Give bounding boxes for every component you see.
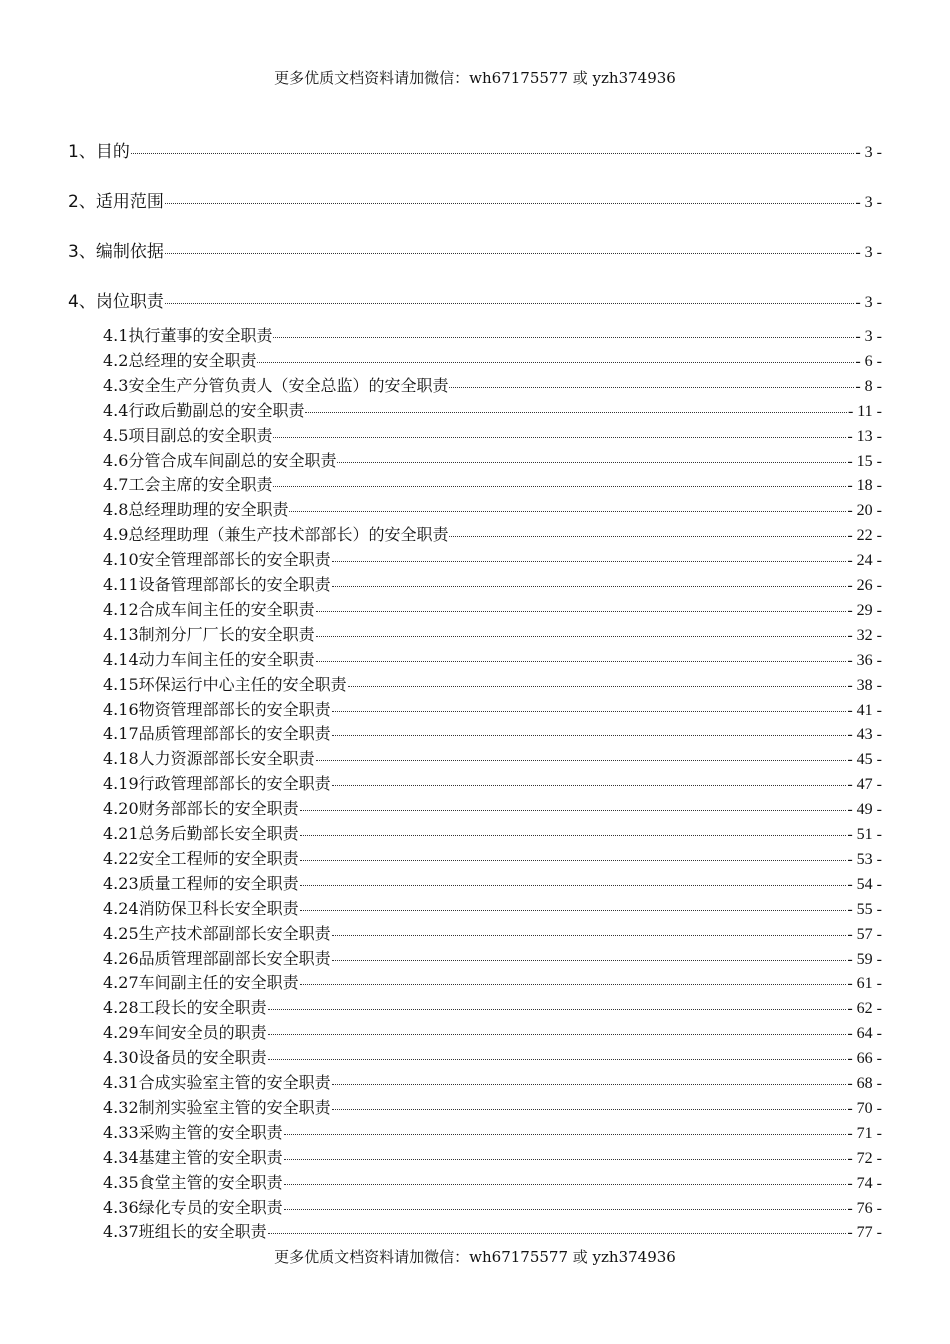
toc-page-number: - 32 -: [847, 626, 882, 644]
toc-page-number: - 49 -: [847, 801, 882, 819]
toc-subentry[interactable]: [103, 1070, 882, 1093]
toc-entry-title: 总经理助理的安全职责: [128, 500, 289, 520]
toc-subentry[interactable]: [103, 846, 882, 869]
toc-entry-title: 消防保卫科长安全职责: [138, 898, 299, 918]
toc-entry-title: 总经理的安全职责: [128, 350, 257, 370]
toc-entry-title: 行政管理部部长的安全职责: [138, 774, 331, 794]
toc-entry-title: 编制依据: [95, 242, 164, 262]
toc-leader-dots: [257, 362, 854, 363]
toc-entry-title: 品质管理部部长的安全职责: [138, 724, 331, 744]
toc-entry-title: 合成实验室主管的安全职责: [138, 1073, 331, 1092]
toc-subentry[interactable]: [103, 672, 882, 695]
toc-leader-dots: [348, 686, 847, 687]
toc-page-number: - 18 -: [847, 477, 882, 495]
toc-leader-dots: [332, 586, 847, 587]
toc-leader-dots: [268, 1009, 847, 1010]
page-header: 更多优质文档资料请加微信：wh67175577 或 yzh374936: [274, 69, 676, 87]
toc-entry-number: 4.33: [103, 1122, 139, 1142]
toc-entry-number: 4.2: [103, 350, 129, 370]
toc-page-number: - 3 -: [855, 244, 882, 261]
toc-page-number: - 61 -: [847, 975, 882, 993]
page-footer: 更多优质文档资料请加微信：wh67175577 或 yzh374936: [274, 1248, 676, 1266]
toc-entry-number: 4.32: [103, 1097, 139, 1117]
toc-subentry[interactable]: [103, 1219, 882, 1242]
toc-leader-dots: [332, 960, 847, 961]
toc-leader-dots: [300, 885, 847, 886]
toc-entry-title: 合成车间主任的安全职责: [138, 599, 315, 619]
toc-entry-number: 4.23: [103, 873, 139, 893]
toc-leader-dots: [300, 984, 847, 985]
toc-entry-title: 设备管理部部长的安全职责: [138, 575, 331, 594]
toc-leader-dots: [300, 835, 847, 836]
toc-page-number: - 20 -: [847, 502, 882, 520]
toc-subentry[interactable]: [103, 522, 882, 545]
toc-entry-title: 工段长的安全职责: [138, 998, 267, 1018]
toc-entry-title: 适用范围: [95, 192, 164, 212]
toc-entry-number: 4.22: [103, 848, 139, 868]
toc-page-number: - 41 -: [847, 701, 882, 719]
toc-leader-dots: [273, 486, 846, 487]
toc-entry-number: 4.36: [103, 1197, 139, 1217]
toc-entry-number: 4.29: [103, 1023, 139, 1043]
toc-leader-dots: [165, 203, 855, 204]
toc-entry-number: 4.11: [103, 575, 139, 594]
toc-entry-number: 4.21: [103, 824, 139, 843]
toc-page-number: - 57 -: [847, 925, 882, 943]
toc-leader-dots: [332, 935, 847, 936]
toc-subentry[interactable]: [103, 896, 882, 919]
toc-entry-number: 4.9: [103, 525, 129, 545]
toc-entry-number: 4.25: [103, 923, 139, 943]
toc-subentry[interactable]: [103, 398, 882, 421]
toc-page-number: - 15 -: [847, 452, 882, 470]
toc-subentry[interactable]: [103, 1195, 882, 1218]
toc-leader-dots: [284, 1134, 847, 1135]
toc-entry-number: 4.31: [103, 1073, 139, 1092]
toc-entry-title: 物资管理部部长的安全职责: [138, 699, 331, 719]
toc-leader-dots: [165, 253, 855, 254]
toc-leader-dots: [316, 661, 847, 662]
toc-entry-number: 4.10: [103, 550, 139, 570]
toc-subentry[interactable]: [103, 1020, 882, 1043]
toc-leader-dots: [332, 711, 847, 712]
toc-page-number: - 51 -: [847, 826, 882, 843]
toc-leader-dots: [332, 1109, 847, 1110]
toc-entry-title: 车间副主任的安全职责: [138, 973, 299, 993]
toc-subentry[interactable]: [103, 721, 882, 744]
toc-page-number: - 38 -: [847, 676, 882, 694]
toc-page-number: - 26 -: [847, 577, 882, 594]
toc-entry-title: 动力车间主任的安全职责: [138, 649, 315, 669]
toc-entry-title: 总经理助理（兼生产技术部部长）的安全职责: [128, 525, 449, 545]
toc-page-number: - 3 -: [855, 144, 882, 161]
toc-entry-title: 品质管理部副部长安全职责: [138, 948, 331, 968]
toc-entry-number: 4.3: [103, 375, 129, 395]
toc-entry-title: 班组长的安全职责: [138, 1222, 267, 1242]
toc-entry-number: 4.8: [103, 500, 129, 520]
toc-entry-number: 4.17: [103, 724, 139, 744]
toc-leader-dots: [273, 337, 854, 338]
toc-entry-title: 岗位职责: [95, 292, 164, 312]
toc-page-number: - 70 -: [847, 1099, 882, 1117]
toc-entry-title: 生产技术部副部长安全职责: [138, 923, 331, 943]
toc-leader-dots: [268, 1059, 847, 1060]
toc-subentry[interactable]: [103, 697, 882, 720]
toc-entry-title: 行政后勤副总的安全职责: [128, 400, 305, 420]
toc-page-number: - 11 -: [847, 402, 882, 420]
toc-leader-dots: [316, 636, 847, 637]
toc-subentry[interactable]: [103, 323, 882, 346]
toc-entry-title: 安全工程师的安全职责: [138, 848, 299, 868]
toc-leader-dots: [284, 1184, 847, 1185]
toc-page-number: - 29 -: [847, 601, 882, 619]
toc-entry-number: 4.5: [103, 425, 129, 445]
toc-entry-title: 基建主管的安全职责: [138, 1147, 283, 1167]
toc-page-number: - 66 -: [847, 1050, 882, 1068]
toc-leader-dots: [131, 153, 855, 154]
toc-page-number: - 59 -: [847, 950, 882, 968]
toc-entry-title: 质量工程师的安全职责: [138, 873, 299, 893]
toc-page-number: - 3 -: [855, 194, 882, 211]
toc-page-number: - 54 -: [847, 875, 882, 893]
toc-entry-number: 4.30: [103, 1048, 139, 1068]
toc-page-number: - 13 -: [847, 427, 882, 445]
toc-page-number: - 64 -: [847, 1025, 882, 1043]
toc-entry-number: 4.34: [103, 1147, 139, 1167]
toc-page-number: - 62 -: [847, 1000, 882, 1018]
toc-page-number: - 22 -: [847, 527, 882, 545]
toc-leader-dots: [449, 387, 854, 388]
toc-heading-entry[interactable]: [68, 187, 882, 212]
toc-leader-dots: [332, 735, 847, 736]
toc-entry-title: 财务部部长的安全职责: [138, 799, 299, 819]
toc-page-number: - 3 -: [855, 294, 882, 311]
toc-entry-number: 4.27: [103, 973, 139, 993]
toc-subentry[interactable]: [103, 821, 882, 844]
toc-page-number: - 74 -: [847, 1174, 882, 1192]
toc-page-number: - 77 -: [847, 1224, 882, 1242]
toc-leader-dots: [332, 785, 847, 786]
toc-entry-title: 安全生产分管负责人（安全总监）的安全职责: [128, 375, 449, 395]
toc-subentry[interactable]: [103, 622, 882, 645]
toc-entry-number: 4.20: [103, 799, 139, 819]
toc-leader-dots: [305, 412, 846, 413]
toc-page-number: - 72 -: [847, 1149, 882, 1167]
toc-subentry[interactable]: [103, 647, 882, 670]
toc-entry-number: 4.24: [103, 898, 139, 918]
toc-entry-number: 4.12: [103, 599, 139, 619]
toc-subentry[interactable]: [103, 448, 882, 471]
toc-subentry[interactable]: [103, 746, 882, 769]
toc-page-number: - 43 -: [847, 726, 882, 744]
toc-page-number: - 6 -: [855, 352, 882, 370]
toc-entry-title: 人力资源部部长安全职责: [138, 749, 315, 769]
toc-page-number: - 71 -: [847, 1124, 882, 1142]
toc-page-number: - 24 -: [847, 552, 882, 570]
toc-entry-title: 安全管理部部长的安全职责: [138, 550, 331, 570]
toc-entry-title: 车间安全员的职责: [138, 1023, 267, 1043]
toc-entry-number: 4.13: [103, 624, 139, 644]
toc-subentry[interactable]: [103, 597, 882, 620]
toc-page-number: - 3 -: [855, 328, 882, 345]
toc-entry-title: 目的: [95, 142, 130, 162]
toc-subentry[interactable]: [103, 423, 882, 446]
toc-subentry[interactable]: [103, 1145, 882, 1168]
toc-leader-dots: [449, 536, 846, 537]
toc-entry-title: 采购主管的安全职责: [138, 1122, 283, 1142]
toc-page-number: - 76 -: [847, 1199, 882, 1217]
toc-entry-number: 4.14: [103, 649, 139, 669]
toc-heading-entry[interactable]: [68, 287, 882, 312]
toc-leader-dots: [284, 1159, 847, 1160]
toc-entry-number: 1、: [68, 142, 96, 162]
toc-subentry[interactable]: [103, 547, 882, 570]
toc-entry-number: 3、: [68, 242, 96, 262]
toc-page-number: - 8 -: [855, 377, 882, 395]
toc-page-number: - 47 -: [847, 776, 882, 794]
toc-page-number: - 36 -: [847, 651, 882, 669]
toc-subentry[interactable]: [103, 771, 882, 794]
toc-leader-dots: [300, 860, 847, 861]
toc-entry-number: 4.16: [103, 699, 139, 719]
toc-subentry[interactable]: [103, 995, 882, 1018]
toc-leader-dots: [289, 511, 846, 512]
toc-subentry[interactable]: [103, 373, 882, 396]
toc-entry-number: 4.28: [103, 998, 139, 1018]
toc-leader-dots: [273, 437, 846, 438]
toc-leader-dots: [165, 303, 855, 304]
toc-heading-entry[interactable]: [68, 137, 882, 162]
toc-leader-dots: [316, 611, 847, 612]
toc-subentry[interactable]: [103, 348, 882, 371]
toc-subentry[interactable]: [103, 871, 882, 894]
toc-subentry[interactable]: [103, 572, 882, 595]
toc-leader-dots: [284, 1209, 847, 1210]
toc-heading-entry[interactable]: [68, 237, 882, 262]
toc-subentry[interactable]: [103, 1095, 882, 1118]
toc-subentry[interactable]: [103, 1120, 882, 1143]
toc-entry-title: 设备员的安全职责: [138, 1048, 267, 1068]
toc-subentry[interactable]: [103, 472, 882, 495]
toc-entry-number: 4.18: [103, 749, 139, 769]
toc-entry-title: 制剂实验室主管的安全职责: [138, 1097, 331, 1117]
toc-entry-number: 4.6: [103, 450, 129, 470]
toc-subentry[interactable]: [103, 1170, 882, 1193]
toc-page-number: - 53 -: [847, 850, 882, 868]
toc-entry-title: 食堂主管的安全职责: [138, 1172, 283, 1192]
toc-leader-dots: [332, 561, 847, 562]
toc-leader-dots: [337, 462, 846, 463]
toc-leader-dots: [332, 1084, 847, 1085]
toc-entry-number: 4.19: [103, 774, 139, 794]
toc-leader-dots: [316, 760, 847, 761]
toc-entry-title: 分管合成车间副总的安全职责: [128, 450, 337, 470]
toc-subentry[interactable]: [103, 946, 882, 969]
toc-leader-dots: [300, 810, 847, 811]
toc-entry-number: 4.15: [103, 674, 139, 694]
toc-entry-number: 4.1: [103, 326, 129, 345]
toc-entry-title: 制剂分厂厂长的安全职责: [138, 624, 315, 644]
toc-leader-dots: [300, 910, 847, 911]
toc-page-number: - 55 -: [847, 900, 882, 918]
toc-subentry[interactable]: [103, 796, 882, 819]
toc-entry-number: 4、: [68, 292, 96, 312]
toc-subentry[interactable]: [103, 970, 882, 993]
toc-entry-number: 2、: [68, 192, 96, 212]
toc-page-number: - 68 -: [847, 1075, 882, 1092]
toc-entry-number: 4.7: [103, 475, 129, 495]
toc-leader-dots: [268, 1034, 847, 1035]
toc-page-number: - 45 -: [847, 751, 882, 769]
toc-subentry[interactable]: [103, 497, 882, 520]
toc-entry-number: 4.37: [103, 1222, 139, 1242]
toc-leader-dots: [268, 1233, 847, 1234]
toc-entry-title: 执行董事的安全职责: [128, 326, 273, 345]
toc-subentry[interactable]: [103, 1045, 882, 1068]
toc-entry-title: 环保运行中心主任的安全职责: [138, 674, 347, 694]
toc-entry-number: 4.4: [103, 400, 129, 420]
toc-entry-title: 工会主席的安全职责: [128, 475, 273, 495]
toc-entry-number: 4.26: [103, 948, 139, 968]
toc-entry-title: 绿化专员的安全职责: [138, 1197, 283, 1217]
toc-entry-title: 总务后勤部长安全职责: [138, 824, 299, 843]
toc-entry-number: 4.35: [103, 1172, 139, 1192]
toc-subentry[interactable]: [103, 921, 882, 944]
toc-entry-title: 项目副总的安全职责: [128, 425, 273, 445]
